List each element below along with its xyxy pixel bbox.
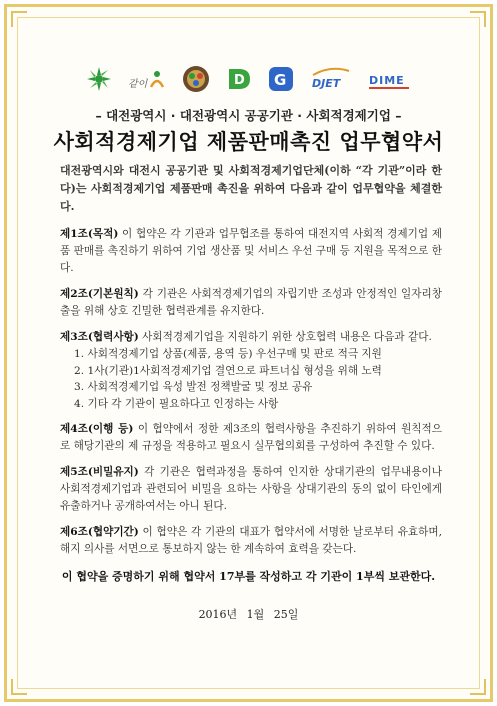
article-text: 사회적경제기업을 지원하기 위한 상호협력 내용은 다음과 같다. — [138, 331, 432, 343]
dime-logo-text: DIME — [368, 74, 405, 87]
corner-ornament — [11, 11, 27, 27]
gachi-logo — [127, 62, 167, 96]
article-text: 각 기관은 사회적경제기업의 자립기반 조성과 안정적인 일자리창출을 위해 상호 긴밀한 협력관계를 유지한다. — [60, 288, 442, 317]
cooperation-items — [74, 346, 442, 412]
dime-logo — [367, 62, 413, 96]
logo-row — [0, 62, 497, 96]
list-item: 3. 사회적경제기업 육성 발전 정책발굴 및 정보 공유 — [74, 381, 313, 393]
article-text: 각 기관은 협력과정을 통하여 인지한 상대기관의 업무내용이나 사회적경제기업과 관련되어 비밀을 요하는 사항을 상대기관의 동의 없이 타인에게 유출하거나 공개하여서는 아니 된다. — [60, 466, 442, 512]
page-subtitle: – 대전광역시 · 대전광역시 공공기관 · 사회적경제기업 – — [95, 108, 402, 123]
djet-logo-text: DJET — [311, 77, 340, 90]
page-title: 사회적경제기업 제품판매촉진 업무협약서 — [53, 130, 444, 154]
article-text: 이 협약은 각 기관과 업무협조를 통하여 대전지역 사회적 경제기업 제품 판매를 촉진하기 위하여 기업 생산품 및 서비스 우선 구매 등 지원을 목적으로 한다. — [60, 228, 442, 274]
list-item: 2. 1사(기관)1사회적경제기업 결연으로 파트너십 형성을 위해 노력 — [74, 364, 382, 377]
corner-ornament — [470, 679, 486, 695]
article-text: 이 협약은 각 기관의 대표가 협약서에 서명한 날로부터 유효하며, 해지 의사를 서면으로 통보하지 않는 한 계속하여 효력을 갖는다. — [60, 526, 442, 555]
article-4 — [60, 421, 442, 455]
article-heading: 제1조(목적) — [60, 228, 119, 240]
green-d-logo-text: D — [233, 73, 245, 88]
intro-paragraph: 대전광역시와 대전시 공공기관 및 사회적경제기업단체(이하 “각 기관”이라 한다)는 사회적경제기업 제품판매 촉진을 위하여 다음과 같이 업무협약을 체결한다. — [60, 164, 442, 213]
daejeon-city-logo — [85, 62, 113, 96]
green-d-logo — [225, 62, 253, 96]
article-3 — [60, 329, 442, 412]
article-heading: 제6조(협약기간) — [60, 526, 139, 538]
gachi-logo-text: 같이 — [127, 79, 147, 90]
djet-logo — [309, 62, 353, 96]
list-item: 4. 기타 각 기관이 필요하다고 인정하는 사항 — [74, 397, 279, 410]
article-2 — [60, 286, 442, 320]
article-heading: 제5조(비밀유지) — [60, 466, 139, 478]
article-5 — [60, 464, 442, 515]
corner-ornament — [11, 679, 27, 695]
blue-g-logo-text: G — [273, 71, 286, 89]
article-heading: 제2조(기본원칙) — [60, 288, 139, 300]
closing-statement: 이 협약을 증명하기 위해 협약서 17부를 작성하고 각 기관이 1부씩 보관한다. — [61, 570, 436, 583]
list-item: 1. 사회적경제기업 상품(제품, 용역 등) 우선구매 및 판로 적극 지원 — [74, 348, 382, 360]
article-6 — [60, 524, 442, 558]
signing-date: 2016년 1월 25일 — [198, 608, 299, 621]
blue-g-logo — [267, 62, 295, 96]
article-1 — [60, 226, 442, 277]
agreement-body — [60, 162, 442, 567]
article-heading: 제3조(협력사항) — [60, 331, 139, 343]
article-heading: 제4조(이행 등) — [60, 423, 134, 435]
dream-emblem-logo — [181, 62, 211, 96]
article-text: 이 협약에서 정한 제3조의 협력사항을 추진하기 위하여 원칙적으로 해당기관의 제 규정을 적용하고 필요시 실무협의회를 구성하여 추진할 수 있다. — [60, 423, 442, 452]
corner-ornament — [470, 11, 486, 27]
